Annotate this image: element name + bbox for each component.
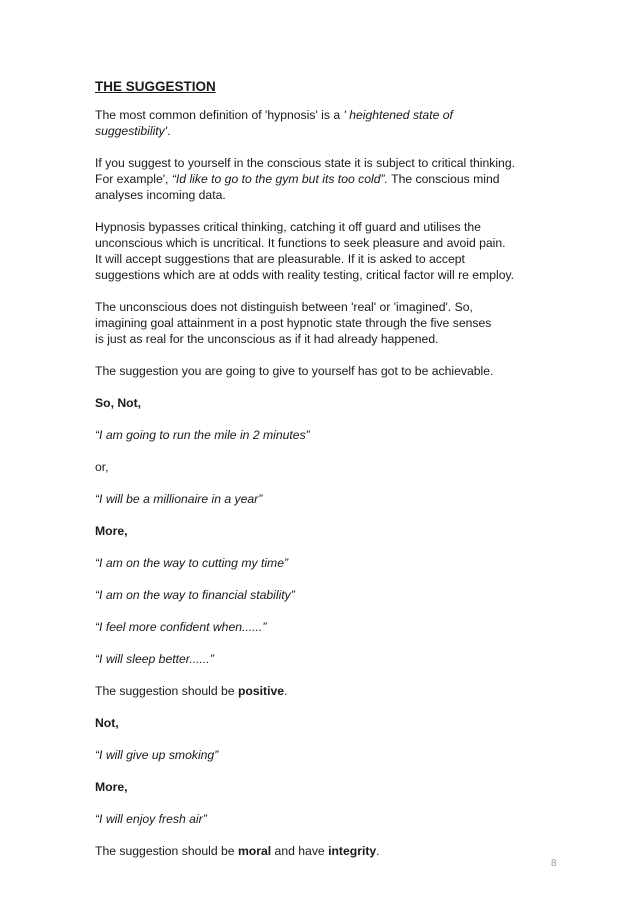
paragraph-moral: [95, 843, 565, 859]
example-quote-confident: “I feel more confident when......”: [95, 620, 267, 634]
moral-keyword: moral: [237, 844, 272, 858]
positive-text: The suggestion should be: [95, 684, 238, 698]
paragraph-definition: [95, 107, 565, 139]
conscious-line-3: analyses incoming data.: [95, 188, 226, 202]
example-label: For example',: [95, 172, 172, 186]
example-quote: “Id like to go to the gym but its too cold”.: [171, 172, 388, 186]
hypnosis-line-2: unconscious which is uncritical. It functions to seek pleasure and avoid pain.: [95, 236, 506, 250]
page-number: 8: [551, 858, 557, 869]
not-label: Not,: [95, 716, 119, 730]
unconscious-line-3: is just as real for the unconscious as if it had already happened.: [95, 332, 439, 346]
conscious-mind-text: The conscious mind: [387, 172, 500, 186]
unconscious-line-2: imagining goal attainment in a post hypnotic state through the five senses: [95, 316, 492, 330]
example-quote-sleep: “I will sleep better......”: [95, 652, 214, 666]
more-label-1: More,: [95, 524, 128, 538]
definition-quote-part2: suggestibility': [95, 124, 168, 138]
hypnosis-line-3: It will accept suggestions that are pleasurable. If it is asked to accept: [95, 252, 465, 266]
more-label-2: More,: [95, 780, 128, 794]
example-quote-smoking: “I will give up smoking”: [95, 748, 219, 762]
example-quote-cutting-time: “I am on the way to cutting my time”: [95, 556, 289, 570]
positive-keyword: positive: [237, 684, 285, 698]
so-not-label: So, Not,: [95, 396, 142, 410]
or-label: or,: [95, 460, 109, 474]
positive-period: .: [284, 684, 288, 698]
moral-period: .: [376, 844, 380, 858]
hypnosis-line-4: suggestions which are at odds with reality testing, critical factor will re employ.: [95, 268, 515, 282]
paragraph-positive: [95, 683, 565, 699]
example-quote-mile: “I am going to run the mile in 2 minutes”: [95, 428, 310, 442]
example-quote-fresh-air: “I will enjoy fresh air”: [95, 812, 207, 826]
paragraph-conscious: [95, 155, 565, 203]
paragraph-hypnosis: [95, 219, 565, 283]
example-quote-millionaire: “I will be a millionaire in a year”: [95, 492, 263, 506]
paragraph-unconscious: [95, 299, 565, 347]
unconscious-line-1: The unconscious does not distinguish between 'real' or 'imagined'. So,: [95, 300, 473, 314]
conscious-line-2: [95, 171, 565, 187]
hypnosis-line-1: Hypnosis bypasses critical thinking, catching it off guard and utilises the: [95, 220, 481, 234]
integrity-keyword: integrity: [328, 844, 377, 858]
definition-quote-part1: ' heightened state of: [343, 108, 453, 122]
definition-text: The most common definition of 'hypnosis' is a: [95, 108, 344, 122]
moral-connector: and have: [271, 844, 329, 858]
conscious-line-1: If you suggest to yourself in the conscious state it is subject to critical thinking.: [95, 156, 515, 170]
paragraph-achievable: The suggestion you are going to give to yourself has got to be achievable.: [95, 364, 494, 378]
document-page: [95, 78, 565, 859]
section-heading: THE SUGGESTION: [95, 79, 216, 94]
definition-period: .: [167, 124, 171, 138]
moral-text: The suggestion should be: [95, 844, 238, 858]
example-quote-financial: “I am on the way to financial stability”: [95, 588, 295, 602]
